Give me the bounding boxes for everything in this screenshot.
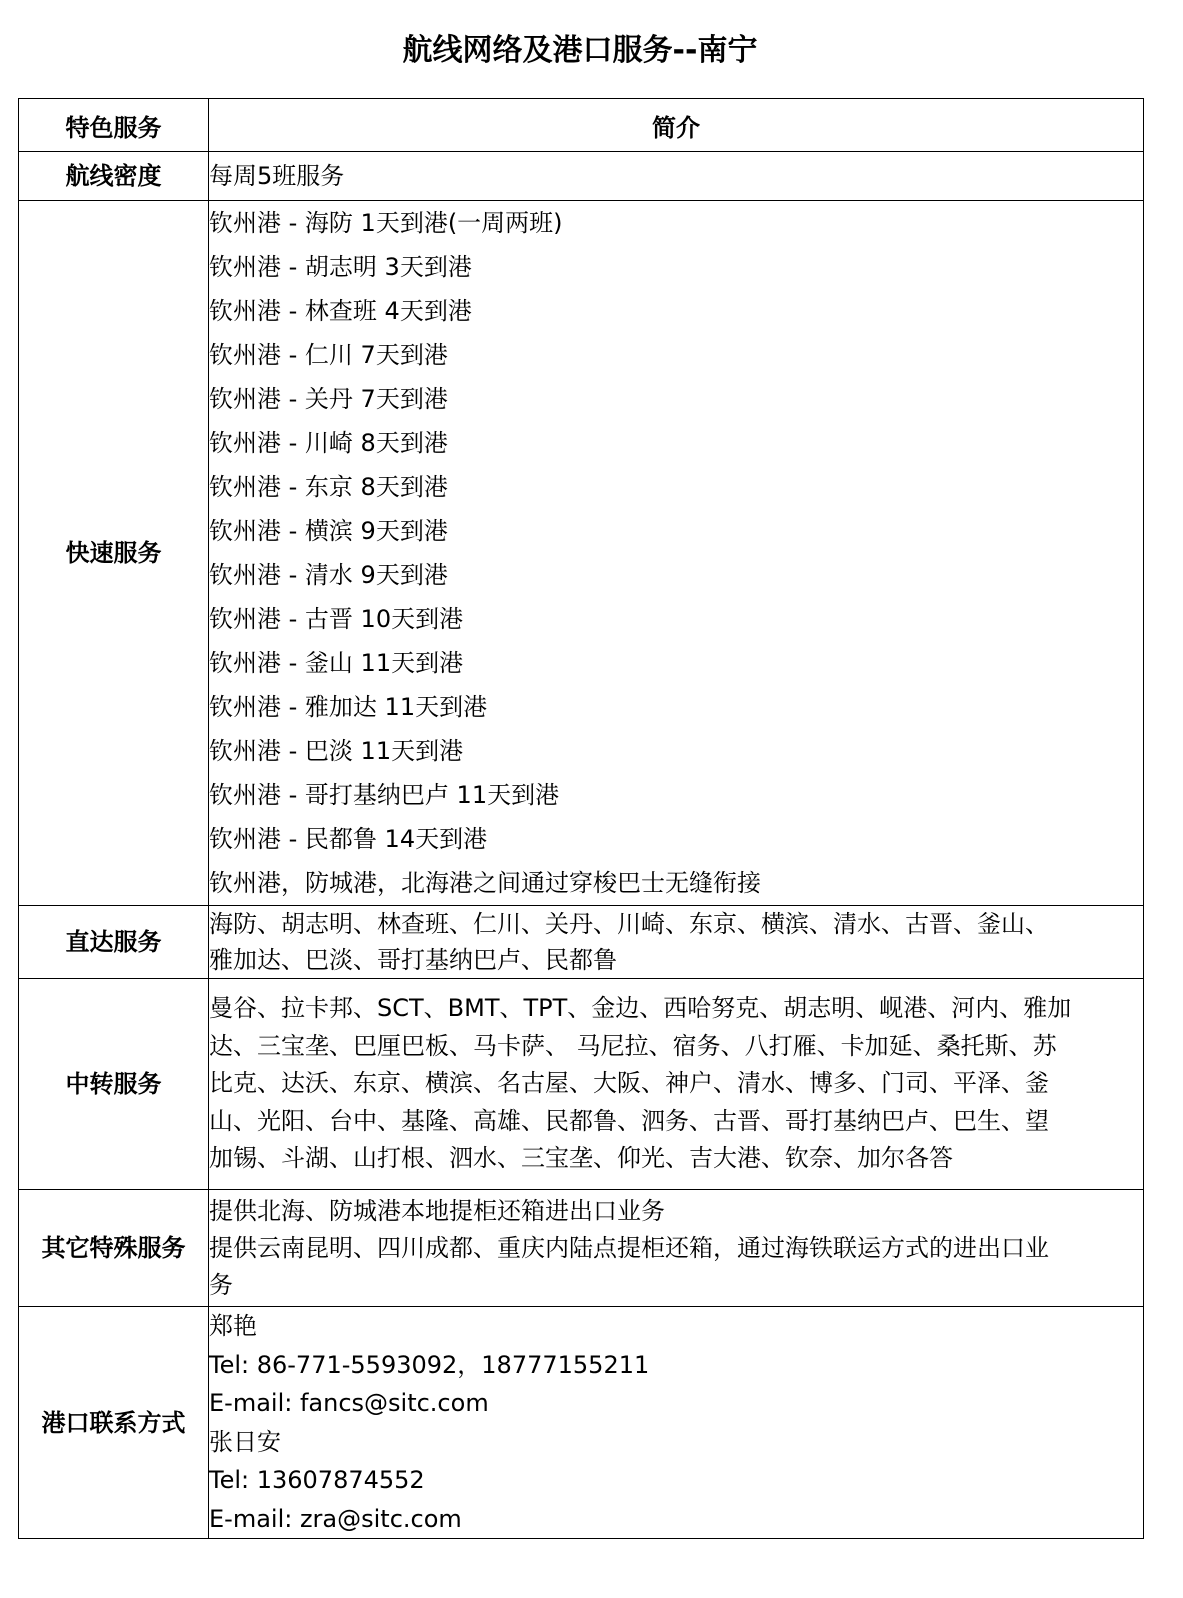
express-route-line: 钦州港 - 海防 1天到港(一周两班) [209, 209, 563, 237]
row-label: 航线密度 [19, 152, 209, 201]
row-label: 直达服务 [19, 906, 209, 979]
transfer-ports-line: 比克、达沃、东京、横滨、名古屋、大阪、神户、清水、博多、门司、平泽、釜 [209, 1069, 1049, 1098]
express-route-line: 钦州港 - 清水 9天到港 [209, 561, 448, 589]
header-feature-service: 特色服务 [19, 99, 209, 152]
row-content [209, 1307, 1144, 1539]
express-route-line: 钦州港 - 釜山 11天到港 [209, 649, 464, 677]
express-route-line: 钦州港 - 哥打基纳巴卢 11天到港 [209, 781, 560, 809]
contact-phone: Tel: 13607874552 [209, 1466, 425, 1494]
express-route-line: 钦州港 - 横滨 9天到港 [209, 517, 448, 545]
row-content [209, 1190, 1144, 1307]
express-route-line: 钦州港 - 古晋 10天到港 [209, 605, 464, 633]
row-label: 中转服务 [19, 979, 209, 1190]
table-row-route-density [19, 152, 1144, 201]
express-route-line: 钦州港 - 仁川 7天到港 [209, 341, 448, 369]
row-content: 每周5班服务 [209, 152, 1144, 201]
express-route-line: 钦州港 - 川崎 8天到港 [209, 429, 448, 457]
express-route-line: 钦州港 - 关丹 7天到港 [209, 385, 448, 413]
transfer-ports-line: 达、三宝垄、巴厘巴板、马卡萨、 马尼拉、宿务、八打雁、卡加延、桑托斯、苏 [209, 1031, 1057, 1060]
other-service-line: 提供云南昆明、四川成都、重庆内陆点提柜还箱，通过海铁联运方式的进出口业 [209, 1233, 1049, 1262]
transfer-ports-line: 曼谷、拉卡邦、SCT、BMT、TPT、金边、西哈努克、胡志明、岘港、河内、雅加 [209, 994, 1072, 1023]
header-introduction: 简介 [209, 99, 1144, 152]
row-label: 其它特殊服务 [19, 1190, 209, 1307]
contact-email: E-mail: zra@sitc.com [209, 1504, 462, 1533]
contact-name: 张日安 [209, 1427, 281, 1456]
direct-ports-line: 雅加达、巴淡、哥打基纳巴卢、民都鲁 [209, 946, 617, 974]
service-table [18, 98, 1144, 1539]
contact-name: 郑艳 [209, 1312, 257, 1340]
row-label: 港口联系方式 [19, 1307, 209, 1539]
express-route-line: 钦州港，防城港，北海港之间通过穿梭巴士无缝衔接 [209, 869, 761, 897]
other-service-line: 务 [209, 1270, 233, 1299]
row-content [209, 979, 1144, 1190]
row-content [209, 906, 1144, 979]
transfer-ports-line: 山、光阳、台中、基隆、高雄、民都鲁、泗务、古晋、哥打基纳巴卢、巴生、望 [209, 1106, 1049, 1135]
table-row-transfer-service [19, 979, 1144, 1190]
table-row-direct-service [19, 906, 1144, 979]
row-content [209, 201, 1144, 906]
direct-ports-line: 海防、胡志明、林查班、仁川、关丹、川崎、东京、横滨、清水、古晋、釜山、 [209, 910, 1049, 938]
express-route-line: 钦州港 - 东京 8天到港 [209, 473, 448, 501]
contact-phone: Tel: 86-771-5593092，18777155211 [209, 1350, 650, 1379]
table-row-other-special-service [19, 1190, 1144, 1307]
page-title: 航线网络及港口服务--南宁 [402, 33, 758, 68]
contact-email: E-mail: fancs@sitc.com [209, 1389, 489, 1417]
express-route-line: 钦州港 - 巴淡 11天到港 [209, 737, 464, 765]
table-row-port-contact [19, 1307, 1144, 1539]
express-route-line: 钦州港 - 林查班 4天到港 [209, 297, 472, 325]
row-label: 快速服务 [19, 201, 209, 906]
other-service-line: 提供北海、防城港本地提柜还箱进出口业务 [209, 1196, 665, 1225]
express-route-line: 钦州港 - 民都鲁 14天到港 [209, 825, 488, 853]
express-route-line: 钦州港 - 雅加达 11天到港 [209, 693, 488, 721]
table-header-row [19, 99, 1144, 152]
table-row-express-service [19, 201, 1144, 906]
express-route-line: 钦州港 - 胡志明 3天到港 [209, 253, 472, 281]
transfer-ports-line: 加锡、斗湖、山打根、泗水、三宝垄、仰光、吉大港、钦奈、加尔各答 [209, 1144, 953, 1173]
